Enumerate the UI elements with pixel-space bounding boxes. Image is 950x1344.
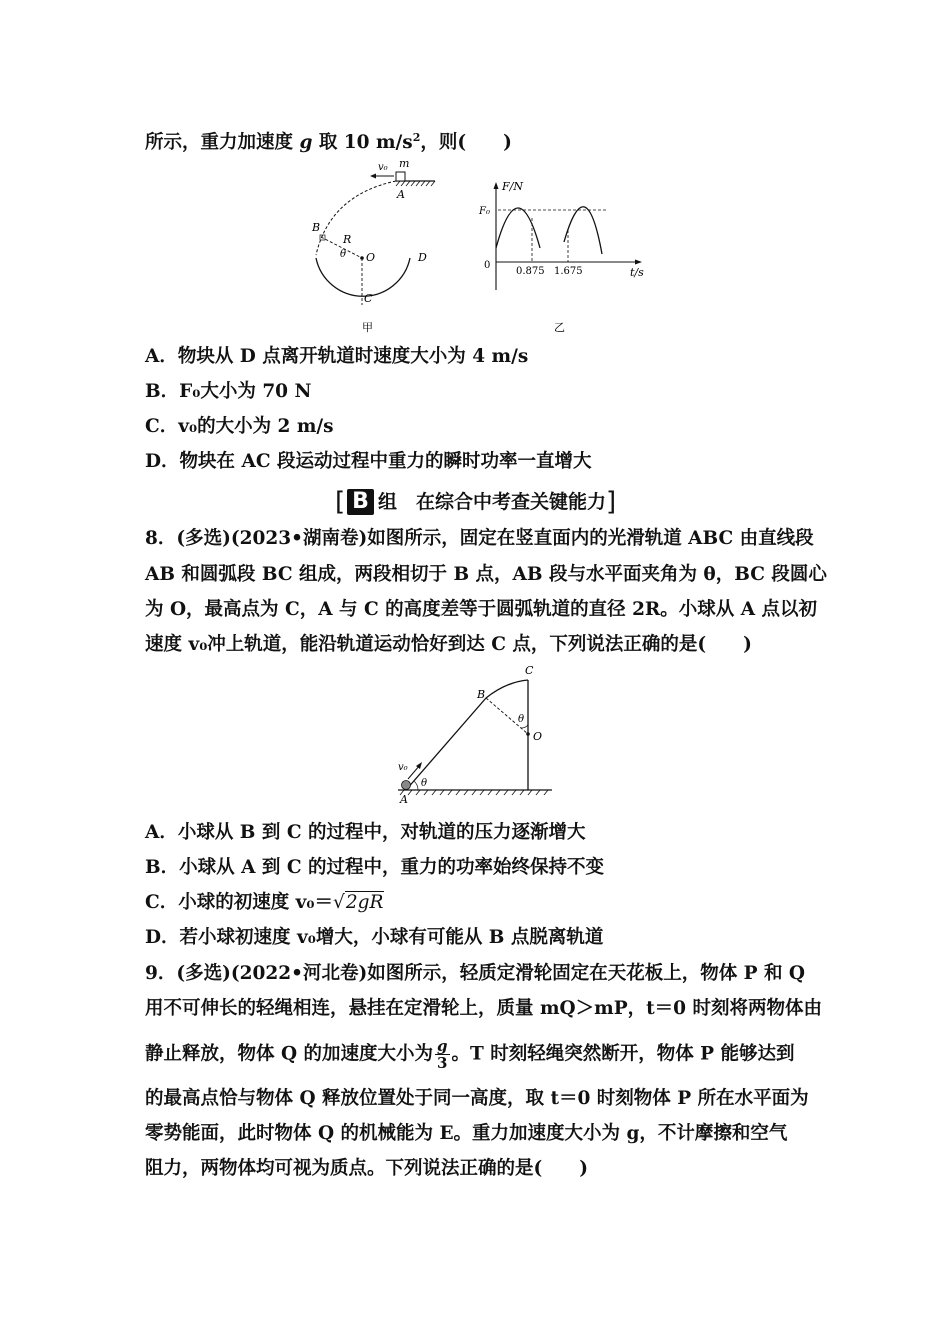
y-axis-label: F/N <box>502 180 523 193</box>
origin-label: 0 <box>484 260 491 271</box>
q7-stem-tail: 所示，重力加速度 g 取 10 $m/s^2$，则( ) <box>145 131 512 154</box>
q7-figure-track <box>300 155 450 335</box>
point-o-label: O <box>533 730 543 743</box>
q8-option-d: D．若小球初速度 v₀增大，小球有可能从 B 点脱离轨道 <box>145 927 604 948</box>
group-b-badge: B <box>347 489 374 515</box>
q8-line-3: 为 O，最高点为 C，A 与 C 的高度差等于圆弧轨道的直径 2R。小球从 A 点以初 <box>145 599 818 620</box>
q9-line-1: 9．(多选)(2022•河北卷)如图所示，轻质定滑轮固定在天花板上，物体 P 和 Q <box>145 963 806 984</box>
q7-option-c: C．v₀的大小为 2 m/s <box>145 416 334 437</box>
q8-line-1: 8．(多选)(2023•湖南卷)如图所示，固定在竖直面内的光滑轨道 ABC 由直线段 <box>145 528 814 549</box>
q8-option-a: A．小球从 B 到 C 的过程中，对轨道的压力逐渐增大 <box>145 822 586 843</box>
point-c-label: C <box>525 664 534 677</box>
root-expression: 2gR <box>345 892 384 913</box>
tick-1675: 1.675 <box>554 266 583 277</box>
theta-top-label: θ <box>518 714 525 725</box>
q9-line-2: 用不可伸长的轻绳相连，悬挂在定滑轮上，质量 mQ＞mP，t＝0 时刻将两物体由 <box>145 998 822 1019</box>
theta-bottom-label: θ <box>421 778 428 789</box>
q8-option-b: B．小球从 A 到 C 的过程中，重力的功率始终保持不变 <box>145 857 604 878</box>
q9-line-4: 的最高点恰与物体 Q 释放位置处于同一高度，取 t＝0 时刻物体 P 所在水平面为 <box>145 1088 809 1109</box>
section-banner: [ B 组 在综合中考查关键能力] <box>335 487 617 517</box>
q7-option-d: D．物块在 AC 段运动过程中重力的瞬时功率一直增大 <box>145 451 592 472</box>
x-axis-label: t/s <box>630 266 644 279</box>
q7-option-a: A．物块从 D 点离开轨道时速度大小为 4 m/s <box>145 346 529 367</box>
q8-figure-track <box>390 660 560 810</box>
q9-line-5: 零势能面，此时物体 Q 的机械能为 E。重力加速度大小为 g，不计摩擦和空气 <box>145 1123 788 1144</box>
point-d-label: D <box>418 251 427 264</box>
q8-option-c: C．小球的初速度 v₀＝√2gR <box>145 892 384 913</box>
v0-label: v₀ <box>398 762 408 773</box>
q9-line-6: 阻力，两物体均可视为质点。下列说法正确的是( ) <box>145 1158 589 1179</box>
fraction-g-over-3: $\frac{g}{3}$ <box>437 1037 448 1072</box>
q9-line-3: 静止释放，物体 Q 的加速度大小为 $\frac{g}{3}$ 。T 时刻轻绳突然断开，物体 P 能够达到 <box>145 1037 795 1072</box>
point-a-label: A <box>400 793 408 806</box>
f0-label: F₀ <box>479 206 490 217</box>
point-o-label: O <box>366 251 376 264</box>
m-label: m <box>399 157 410 170</box>
point-a-label: A <box>397 188 405 201</box>
radius-label: R <box>343 233 352 246</box>
caption-jia: 甲 <box>362 321 373 334</box>
v0-label: v₀ <box>378 162 388 173</box>
caption-yi: 乙 <box>554 321 565 334</box>
point-b-label: B <box>477 688 486 701</box>
point-b-label: B <box>312 221 321 234</box>
theta-label: θ <box>340 249 347 260</box>
q7-option-b: B．F₀大小为 70 N <box>145 381 312 402</box>
q8-line-4: 速度 v₀冲上轨道，能沿轨道运动恰好到达 C 点，下列说法正确的是( ) <box>145 634 752 655</box>
tick-0875: 0.875 <box>516 266 545 277</box>
q7-force-time-graph <box>478 178 658 335</box>
point-c-label: C <box>364 292 373 305</box>
q8-line-2: AB 和圆弧段 BC 组成，两段相切于 B 点，AB 段与水平面夹角为 θ，BC 段圆心 <box>145 564 827 585</box>
